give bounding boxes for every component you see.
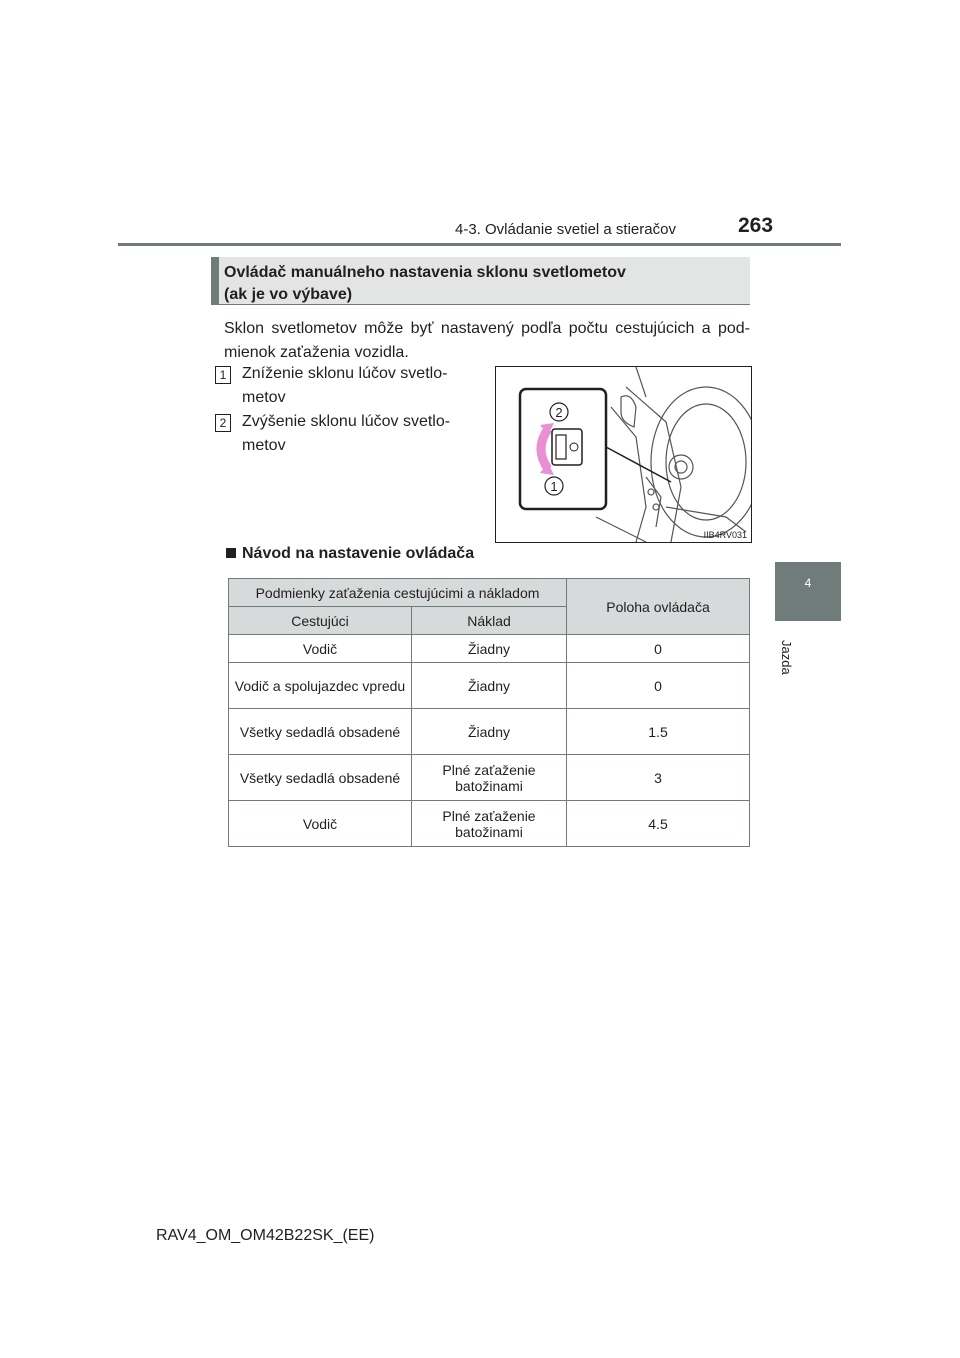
list-item (242, 362, 477, 410)
cell-position: 3 (567, 755, 750, 801)
illustration-headlight-leveling-dial (495, 366, 752, 543)
footer-code: RAV4_OM_OM42B22SK_(EE) (156, 1227, 375, 1244)
adjustment-table (228, 578, 750, 847)
figure-code: IIB4RV031 (703, 530, 747, 540)
cell-cargo: Žiadny (412, 663, 567, 709)
item-line1: Zvýšenie sklonu lúčov svetlo- (242, 413, 451, 430)
table-row (229, 663, 750, 709)
header-cargo: Náklad (412, 607, 567, 635)
chapter-tab-number: 4 (804, 576, 812, 590)
guide-heading (226, 545, 474, 563)
intro-paragraph: Sklon svetlometov môže byť nastavený podľa počtu cestujúcich a pod-mienok zaťaženia vozidla. (224, 320, 750, 361)
cell-passengers: Všetky sedadlá obsadené (229, 709, 412, 755)
item-line2: metov (242, 437, 286, 454)
section-title-line2: (ak je vo výbave) (224, 286, 353, 303)
item-line2: metov (242, 389, 286, 406)
cell-passengers: Vodič (229, 801, 412, 847)
callout-label-1: 1 (550, 479, 558, 494)
page-number: 263 (738, 214, 774, 237)
cell-position: 1.5 (567, 709, 750, 755)
cell-position: 0 (567, 635, 750, 663)
table-row (229, 755, 750, 801)
section-title-line1: Ovládač manuálneho nastavenia sklonu svetlometov (224, 264, 626, 281)
cell-cargo: Žiadny (412, 635, 567, 663)
dashboard-illustration (496, 367, 751, 542)
header-load-conditions: Podmienky zaťaženia cestujúcimi a nákladom (229, 579, 567, 607)
header-section-title: 4-3. Ovládanie svetiel a stieračov (455, 221, 676, 238)
table-row (229, 635, 750, 663)
callout-label-2: 2 (555, 405, 563, 420)
list-item (242, 410, 477, 458)
header-dial-position: Poloha ovládača (567, 579, 750, 635)
cell-cargo: Plné zaťaženie batožinami (412, 801, 567, 847)
cell-passengers: Vodič a spolujazdec vpredu (229, 663, 412, 709)
cell-passengers: Vodič (229, 635, 412, 663)
item-number-badge: 2 (215, 414, 231, 432)
chapter-tab-label (779, 630, 840, 675)
dial-wheel (556, 435, 566, 459)
table-header-row (229, 579, 750, 607)
section-title (224, 262, 626, 306)
chapter-label-text: Jazda (779, 640, 794, 675)
cell-position: 4.5 (567, 801, 750, 847)
cell-cargo: Plné zaťaženie batožinami (412, 755, 567, 801)
header-rule (118, 243, 841, 246)
cell-position: 0 (567, 663, 750, 709)
item-line1: Zníženie sklonu lúčov svetlo- (242, 365, 448, 382)
section-title-bar (211, 257, 219, 305)
bullet-square-icon (226, 548, 236, 558)
table-row (229, 801, 750, 847)
table-row (229, 709, 750, 755)
header-passengers: Cestujúci (229, 607, 412, 635)
guide-heading-text: Návod na nastavenie ovládača (242, 545, 475, 562)
item-number-badge: 1 (215, 366, 231, 384)
chapter-tab (775, 562, 841, 621)
cell-passengers: Všetky sedadlá obsadené (229, 755, 412, 801)
cell-cargo: Žiadny (412, 709, 567, 755)
